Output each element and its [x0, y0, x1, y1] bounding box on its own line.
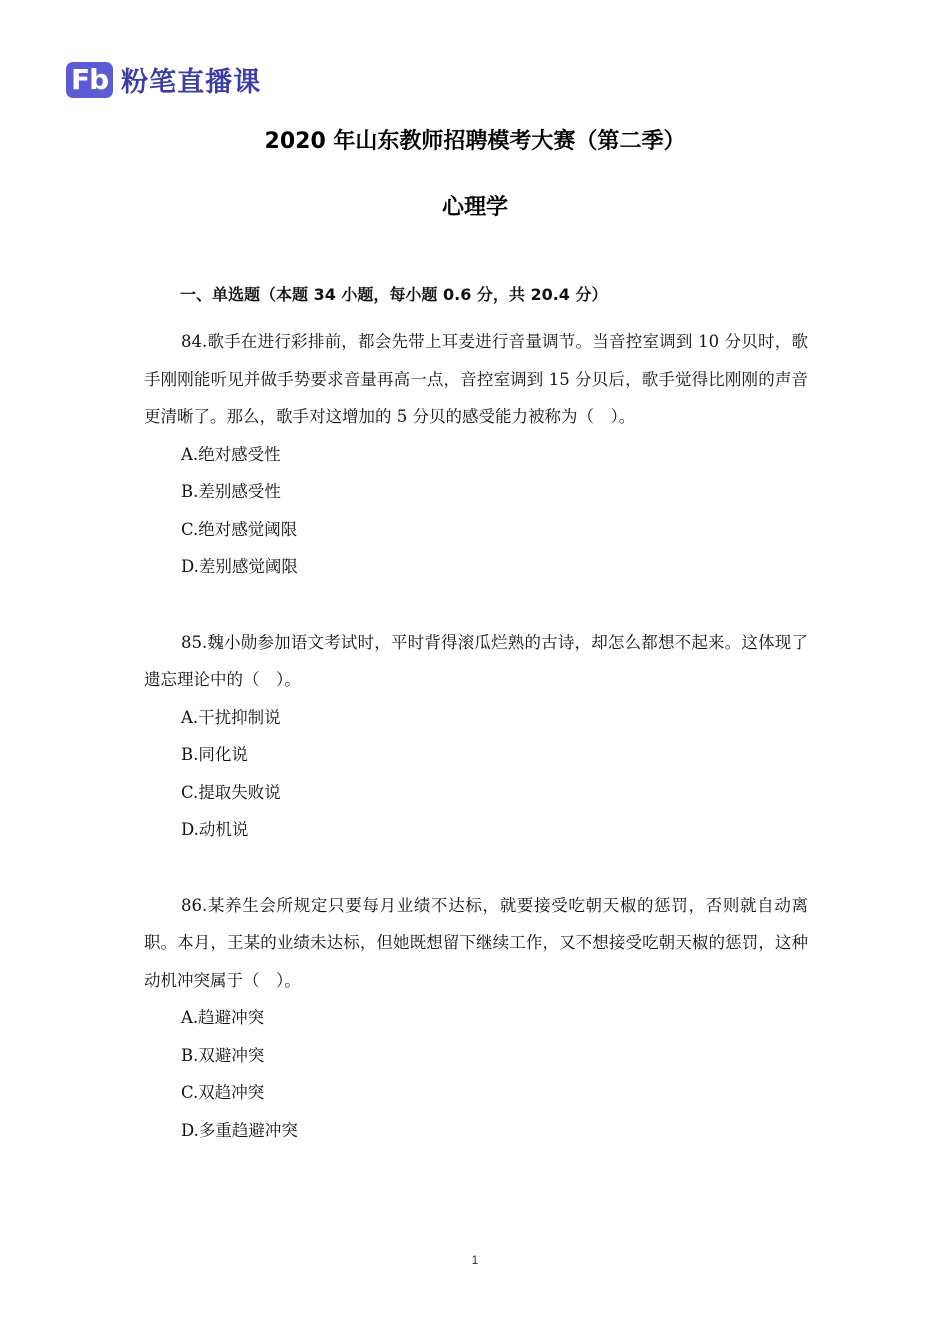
option-c: C.双趋冲突 [181, 1083, 265, 1102]
fb-logo-icon: Fb [66, 62, 113, 98]
option-a: A.趋避冲突 [181, 1008, 265, 1027]
option-d: D.多重趋避冲突 [181, 1120, 298, 1140]
option-a: A.绝对感受性 [181, 444, 281, 464]
page-number: 1 [471, 1253, 479, 1267]
section-heading: 一、单选题（本题 34 小题，每小题 0.6 分，共 20.4 分） [180, 285, 608, 304]
brand-name: 粉笔直播课 [121, 67, 262, 98]
question-stem: 85.魏小勋参加语文考试时，平时背得滚瓜烂熟的古诗，却怎么都想不起来。这体现了遗忘理论中的（ ）。 [144, 632, 808, 689]
option-b: B.差别感受性 [181, 482, 281, 501]
option-c: C.绝对感觉阈限 [181, 519, 298, 539]
option-a: A.干扰抑制说 [181, 707, 281, 727]
document-subtitle: 心理学 [441, 195, 508, 220]
option-d: D.差别感觉阈限 [181, 557, 298, 576]
option-b: B.同化说 [181, 745, 248, 764]
brand-logo [66, 60, 261, 99]
document-title: 2020 年山东教师招聘模考大赛（第二季） [264, 129, 686, 154]
question-86 [144, 887, 808, 1150]
question-84 [144, 323, 808, 586]
option-b: B.双避冲突 [181, 1045, 265, 1065]
question-85 [144, 624, 808, 849]
question-stem: 84.歌手在进行彩排前，都会先带上耳麦进行音量调节。当音控室调到 10 分贝时，歌手刚刚能听见并做手势要求音量再高一点，音控室调到 15 分贝后，歌手觉得比刚刚的声音更清晰了。那么，歌手对这增加的 5 分贝的感受能力被称为（ ）。 [144, 332, 808, 426]
question-stem: 86.某养生会所规定只要每月业绩不达标，就要接受吃朝天椒的惩罚，否则就自动离职。本月，王某的业绩未达标，但她既想留下继续工作，又不想接受吃朝天椒的惩罚，这种动机冲突属于（ ）。 [144, 895, 808, 990]
document-body [144, 283, 808, 1187]
option-d: D.动机说 [181, 820, 249, 839]
option-c: C.提取失败说 [181, 782, 281, 802]
